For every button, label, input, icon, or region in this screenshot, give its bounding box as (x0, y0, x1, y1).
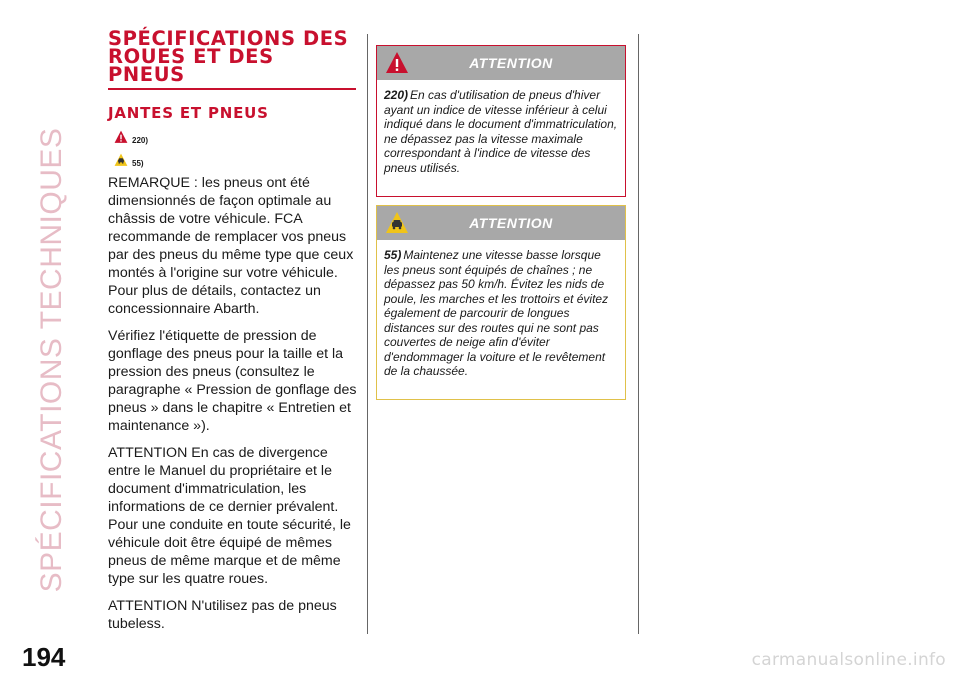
caution-box-text (384, 248, 618, 379)
warning-body: En cas d'utilisation de pneus d'hiver ayant un indice de vitesse inférieur à celui indiqué dans le document d'immatriculation, ne dépassez pas la vitesse maximale correspondant à l'indice de vitesse des pneus utilisés. (384, 88, 618, 175)
caution-box-title: ATTENTION (469, 215, 553, 231)
warning-triangle-icon (114, 130, 128, 144)
caution-box-header (377, 206, 625, 240)
paragraph-note: REMARQUE : les pneus ont été dimensionnés de façon optimale au châssis de votre véhicule. FCA recommande de remplacer vos pneus par des pneus du même type que ceux montés à l'origine sur votre véhicule. Pour plus de détails, contactez un concessionnaire Abarth. (108, 175, 354, 317)
car-skid-icon (114, 153, 128, 167)
warning-box-220 (376, 45, 626, 197)
watermark: carmanualsonline.info (751, 650, 946, 670)
page-number: 194 (22, 642, 66, 672)
column-divider-left (367, 34, 368, 634)
warning-box-title: ATTENTION (469, 55, 553, 71)
body-text (108, 174, 358, 633)
warning-ref-220[interactable] (114, 128, 358, 146)
page-title: SPÉCIFICATIONS DES ROUES ET DES PNEUS (108, 30, 356, 90)
column-divider-right (638, 34, 639, 634)
caution-number: 55) (384, 248, 402, 262)
paragraph-attention-divergence: ATTENTION En cas de divergence entre le Manuel du propriétaire et le document d'immatriculation, les informations de ce dernier prévalent. Pour une conduite en toute sécurité, le véhicule doit être équipé de mêmes pneus de même marque et de même type sur les quatre roues. (108, 445, 351, 587)
warning-number: 220) (384, 88, 409, 102)
warning-triangle-icon (385, 51, 409, 75)
section-subtitle: JANTES ET PNEUS (108, 104, 269, 122)
paragraph-pressure: Vérifiez l'étiquette de pression de gonflage des pneus pour la taille et la pression des pneus (consultez le paragraphe « Pression de gonflage des pneus » dans le chapitre « Entretien et maintenance »). (108, 328, 357, 434)
paragraph-attention-tubeless: ATTENTION N'utilisez pas de pneus tubeless. (108, 598, 337, 632)
caution-ref-55[interactable] (114, 151, 358, 169)
warning-box-text (384, 88, 618, 175)
caution-body: Maintenez une vitesse basse lorsque les pneus sont équipés de chaînes ; ne dépassez pas 50 km/h. Évitez les nids de poule, les marches et les trottoirs et évitez également de parcourir de longues distances sur des routes qui ne sont pas couvertes de neige afin d'éviter d'endommager la voiture et le revêtement de la chaussée. (384, 248, 609, 378)
caution-ref-label: 55) (132, 158, 144, 168)
main-column (108, 27, 358, 642)
car-skid-icon (385, 211, 409, 235)
warning-ref-label: 220) (132, 135, 149, 145)
warning-box-header (377, 46, 625, 80)
caution-box-55 (376, 205, 626, 400)
side-section-title: SPÉCIFICATIONS TECHNIQUES (35, 127, 68, 593)
